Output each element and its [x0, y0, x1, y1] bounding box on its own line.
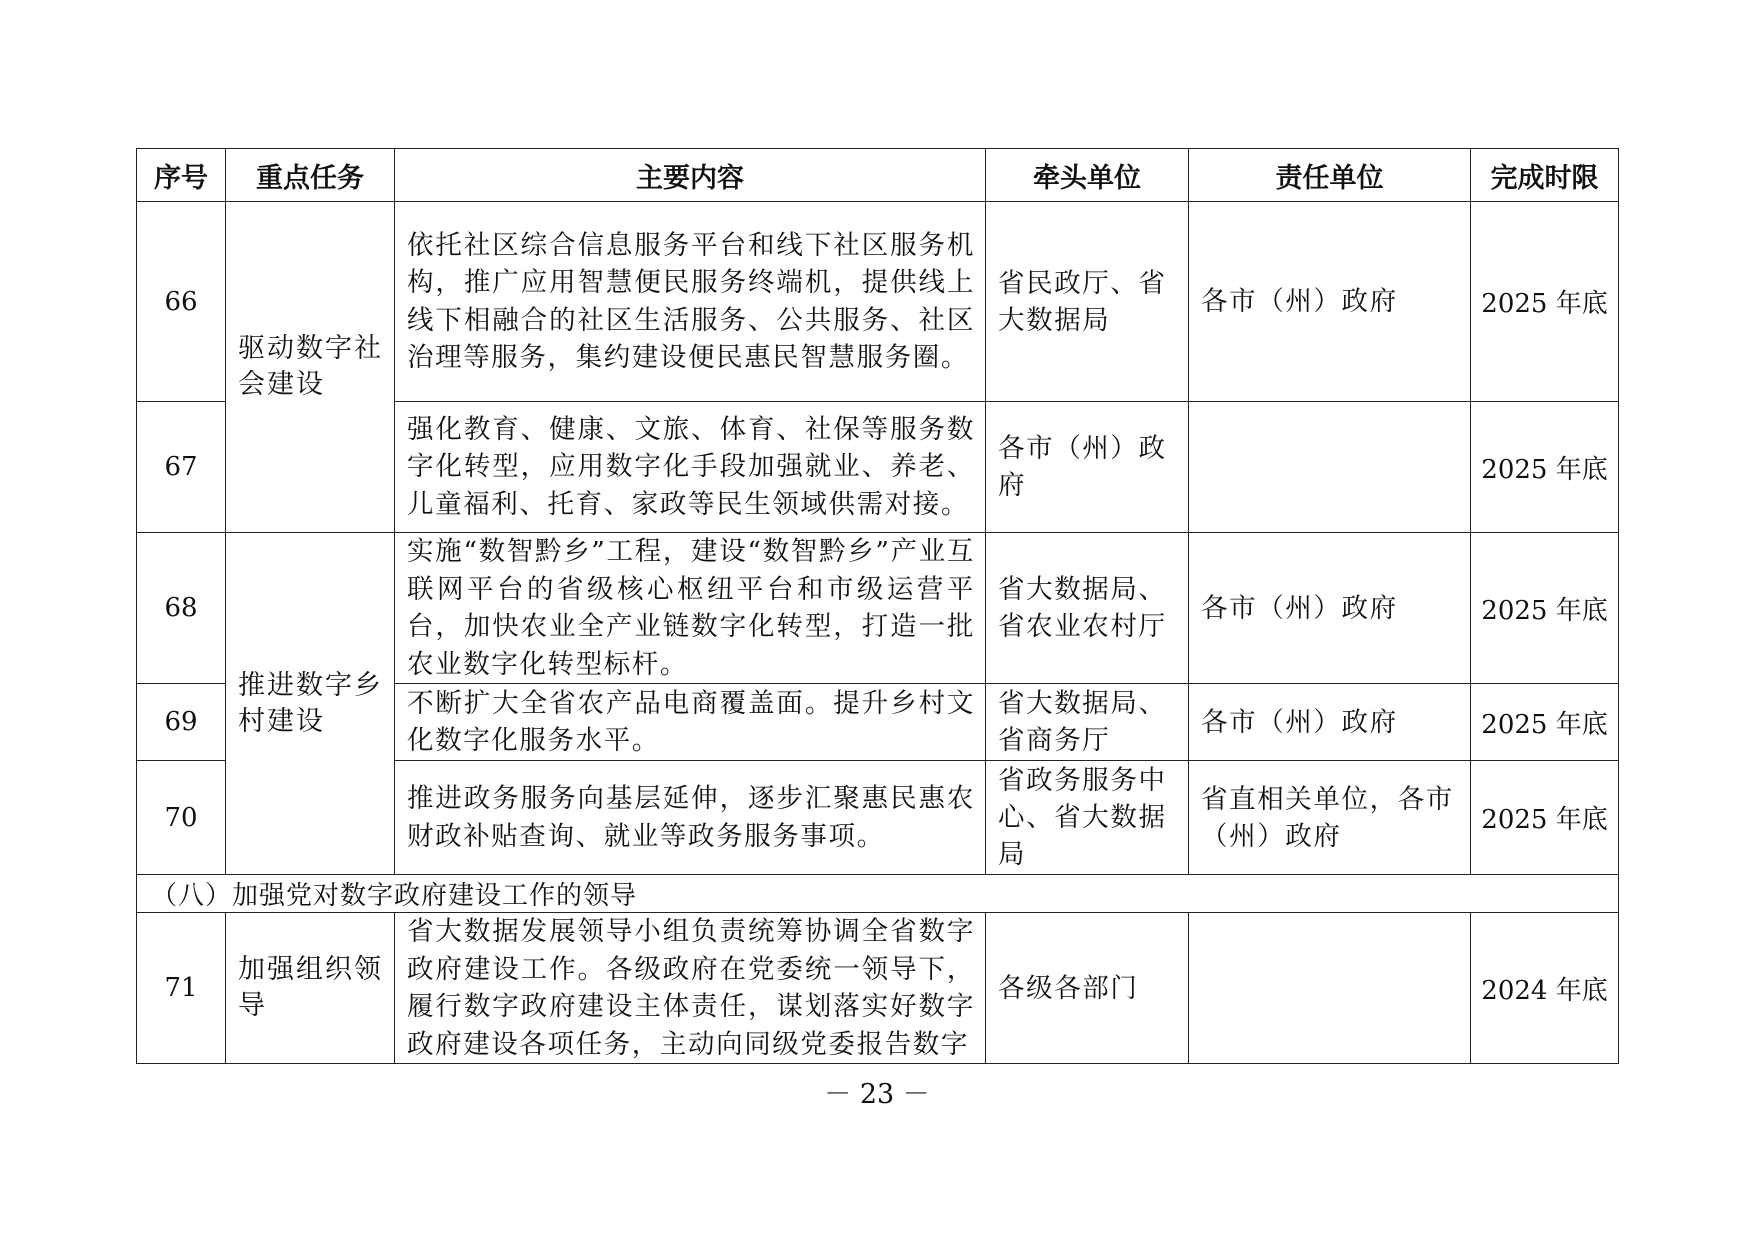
lead-unit-cell: 各市（州）政府	[986, 402, 1189, 533]
lead-unit-cell: 省政务服务中心、省大数据局	[986, 761, 1189, 875]
row-number: 66	[137, 202, 226, 402]
content-cell: 推进政务服务向基层延伸，逐步汇聚惠民惠农财政补贴查询、就业等政务服务事项。	[395, 761, 986, 875]
lead-unit-cell: 省大数据局、省农业农村厅	[986, 533, 1189, 684]
table-header-row	[137, 149, 1619, 202]
header-responsible-unit: 责任单位	[1189, 149, 1471, 202]
content-cell: 强化教育、健康、文旅、体育、社保等服务数字化转型，应用数字化手段加强就业、养老、儿童福利、托育、家政等民生领域供需对接。	[395, 402, 986, 533]
content-cell: 不断扩大全省农产品电商覆盖面。提升乡村文化数字化服务水平。	[395, 684, 986, 761]
section-title: （八）加强党对数字政府建设工作的领导	[137, 875, 1619, 913]
page-number: － 23 －	[824, 1079, 930, 1110]
row-number: 71	[137, 913, 226, 1064]
deadline-cell: 2024 年底	[1471, 913, 1619, 1064]
responsible-unit-cell	[1189, 913, 1471, 1064]
row-number: 67	[137, 402, 226, 533]
table-row	[137, 913, 1619, 1064]
lead-unit-cell: 各级各部门	[986, 913, 1189, 1064]
header-task: 重点任务	[226, 149, 395, 202]
task-cell: 推进数字乡村建设	[226, 533, 395, 875]
content-cell: 依托社区综合信息服务平台和线下社区服务机构，推广应用智慧便民服务终端机，提供线上线下相融合的社区生活服务、公共服务、社区治理等服务，集约建设便民惠民智慧服务圈。	[395, 202, 986, 402]
responsible-unit-cell	[1189, 402, 1471, 533]
table-row	[137, 533, 1619, 684]
task-cell: 加强组织领导	[226, 913, 395, 1064]
deadline-cell: 2025 年底	[1471, 533, 1619, 684]
responsible-unit-cell: 各市（州）政府	[1189, 202, 1471, 402]
responsible-unit-cell: 各市（州）政府	[1189, 533, 1471, 684]
section-row	[137, 875, 1619, 913]
lead-unit-cell: 省民政厅、省大数据局	[986, 202, 1189, 402]
header-deadline: 完成时限	[1471, 149, 1619, 202]
task-cell: 驱动数字社会建设	[226, 202, 395, 533]
responsible-unit-cell: 省直相关单位，各市（州）政府	[1189, 761, 1471, 875]
header-content: 主要内容	[395, 149, 986, 202]
deadline-cell: 2025 年底	[1471, 684, 1619, 761]
responsible-unit-cell: 各市（州）政府	[1189, 684, 1471, 761]
header-lead-unit: 牵头单位	[986, 149, 1189, 202]
row-number: 69	[137, 684, 226, 761]
task-table	[136, 148, 1619, 1064]
header-no: 序号	[137, 149, 226, 202]
deadline-cell: 2025 年底	[1471, 761, 1619, 875]
deadline-cell: 2025 年底	[1471, 402, 1619, 533]
content-cell: 实施“数智黔乡”工程，建设“数智黔乡”产业互联网平台的省级核心枢纽平台和市级运营平台，加快农业全产业链数字化转型，打造一批农业数字化转型标杆。	[395, 533, 986, 684]
lead-unit-cell: 省大数据局、省商务厅	[986, 684, 1189, 761]
row-number: 68	[137, 533, 226, 684]
content-cell: 省大数据发展领导小组负责统筹协调全省数字政府建设工作。各级政府在党委统一领导下，履行数字政府建设主体责任，谋划落实好数字政府建设各项任务，主动向同级党委报告数字	[395, 913, 986, 1064]
row-number: 70	[137, 761, 226, 875]
deadline-cell: 2025 年底	[1471, 202, 1619, 402]
table-row	[137, 202, 1619, 402]
